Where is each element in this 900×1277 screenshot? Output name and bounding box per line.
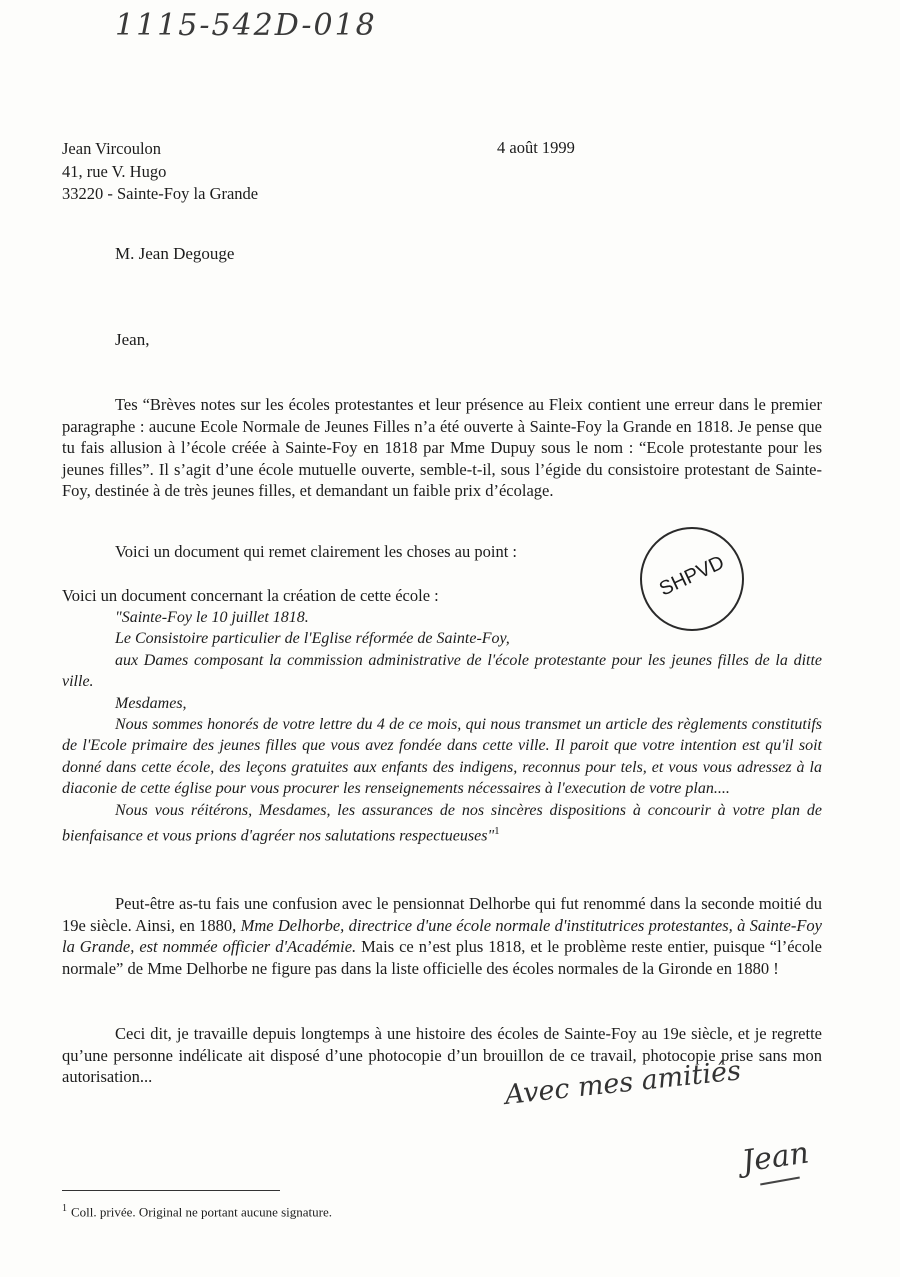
quoted-document: [62, 607, 822, 847]
handwritten-closing: Avec mes amitiés: [503, 1055, 743, 1111]
quote-line-addressee: aux Dames composant la commission administrative de l'école protestante pour les jeunes filles de la ditte ville.: [62, 651, 822, 691]
paragraph-4: [62, 893, 822, 979]
quote-line-body: Nous sommes honorés de votre lettre du 4 de ce mois, qui nous transmet un article des règlements constitutifs de l'Ecole primaire des jeunes filles que vous avez fondée dans cette ville. Il paroit que votre intention est qu'il soit donné dans cette école, des leçons gratuites aux enfants des indigens, reconnus pour tels, et vous vous adressez à la diaconie de cette église pour vous procurer les renseignements nécessaires à l'execution de votre plan....: [62, 716, 822, 798]
quote-line-closing: [62, 800, 822, 847]
quote-closing-text: Nous vous réitérons, Mesdames, les assurances de nos sincères dispositions à concourir à votre plan de bienfaisance et vous prions d'agréer nos salutations respectueuses": [62, 801, 822, 845]
sender-city: 33220 - Sainte-Foy la Grande: [62, 184, 259, 203]
paragraph-3: Voici un document concernant la création de cette école :: [62, 586, 439, 605]
sender-name: Jean Vircoulon: [62, 139, 162, 158]
footnote: [62, 1203, 332, 1220]
quote-line-greeting: Mesdames,: [115, 694, 187, 712]
salutation: Jean,: [115, 330, 150, 349]
handwritten-signature: Jean: [739, 1135, 812, 1180]
sender-street: 41, rue V. Hugo: [62, 161, 167, 181]
quote-line-date: "Sainte-Foy le 10 juillet 1818.: [115, 609, 309, 626]
footnote-ref: 1: [494, 825, 500, 838]
paragraph-1: Tes “Brèves notes sur les écoles protestantes et leur présence au Fleix contient une erreur dans le premier paragraphe : aucune Ecole Normale de Jeunes Filles n’a été ouverte à Sainte-Foy la Grande en 1818. Je pense que tu fais allusion à l’école créée à Sainte-Foy en 1818 par Mme Dupuy sous le nom : “Ecole protestante pour les jeunes filles”. Il s’agit d’une école mutuelle ouverte, semble-t-il, sous l’égide du consistoire protestant de Sainte-Foy, destinée à de très jeunes filles, et demandant un faible prix d’écolage.: [62, 395, 822, 500]
archive-reference: 1115-542D-018: [115, 8, 377, 43]
p4-text-b: Mais ce n’est plus 1818, et le problème reste entier, puisque “l’école normale” de Mme Delhorbe ne figure pas dans la liste officielle des écoles normales de la Gironde en 1880 !: [62, 937, 822, 978]
stamp-text: SHPVD: [655, 551, 728, 601]
quote-line-sender: Le Consistoire particulier de l'Eglise réformée de Sainte-Foy,: [115, 630, 510, 648]
paragraph-5: Ceci dit, je travaille depuis longtemps à une histoire des écoles de Sainte-Foy au 19e siècle, et je regrette qu’une personne indélicate ait disposé d’une photocopie d’un brouillon de ce travail, photocopie prise sans mon autorisation...: [62, 1024, 822, 1086]
p4-text-a: Peut-être as-tu fais une confusion avec le pensionnat Delhorbe qui fut renommé dans la seconde moitié du 19e siècle. Ainsi, en 1880,: [62, 894, 822, 935]
footnote-text: Coll. privée. Original ne portant aucune signature.: [71, 1204, 333, 1220]
footnote-number: 1: [62, 1203, 67, 1214]
signature-stroke: [760, 1177, 800, 1186]
footnote-divider: [62, 1190, 280, 1191]
sender-address: [62, 138, 258, 206]
paragraph-2: Voici un document qui remet clairement les choses au point :: [115, 542, 518, 561]
recipient: M. Jean Degouge: [115, 244, 235, 263]
letter-date: 4 août 1999: [497, 138, 575, 157]
p4-italic-citation: Mme Delhorbe, directrice d'une école normale d'institutrices protestantes, à Sainte-Foy la Grande, est nommée officier d'Académie.: [62, 915, 822, 956]
